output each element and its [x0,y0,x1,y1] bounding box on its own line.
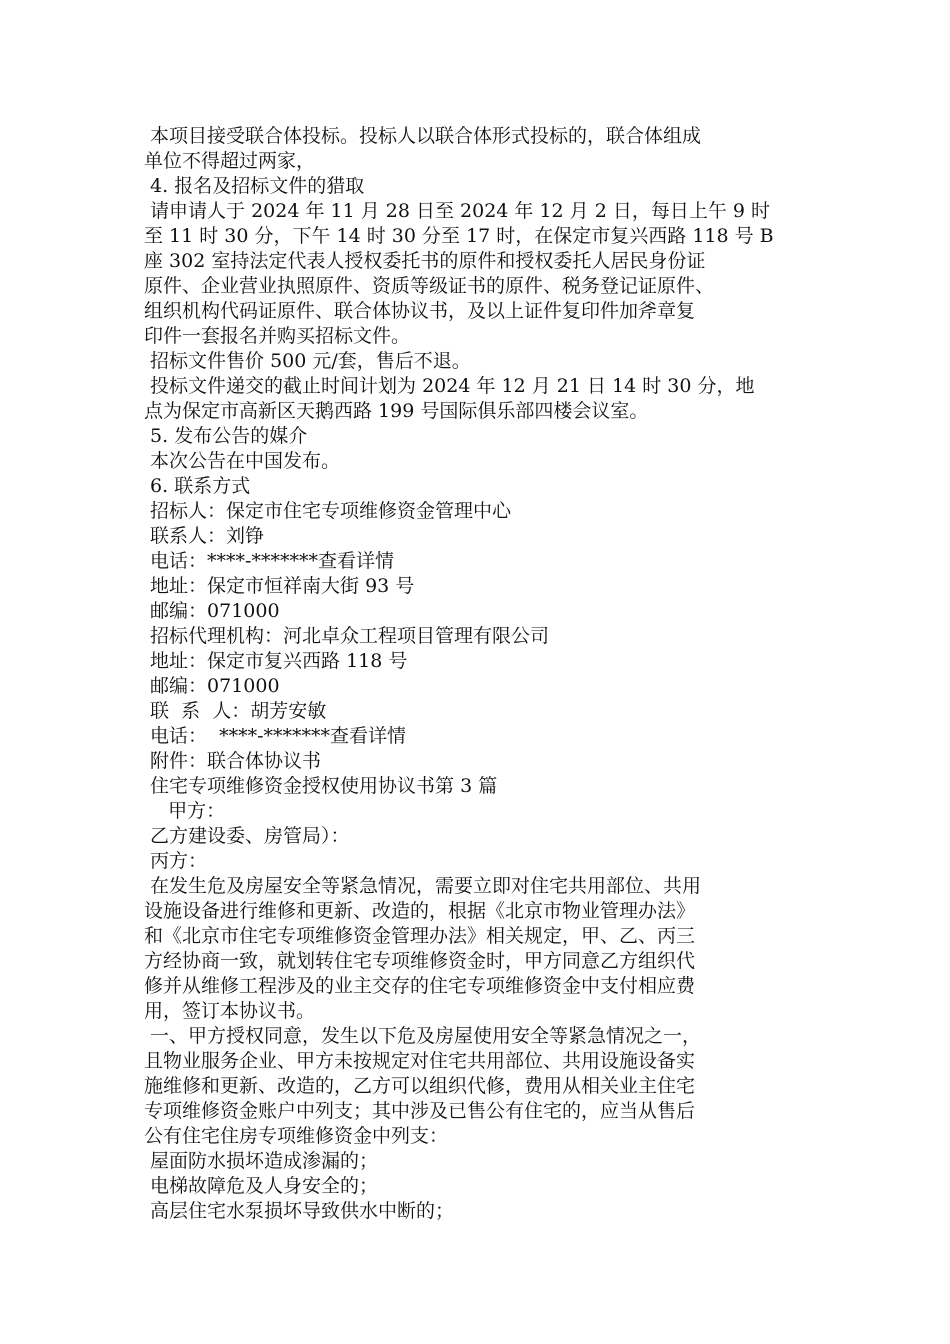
section-heading: 4. 报名及招标文件的猎取 [144,175,365,197]
party-line: 丙方： [144,850,208,872]
contact-line: 联系人：刘铮 [144,525,265,547]
text-line: 一、甲方授权同意，发生以下危及房屋使用安全等紧急情况之一， [144,1025,702,1047]
text-line: 修并从维修工程涉及的业主交存的住宅专项维修资金中支付相应费 [144,975,696,997]
text-line: 至 11 时 30 分，下午 14 时 30 分至 17 时，在保定市复兴西路 118 号 B [144,225,774,247]
contact-line: 地址：保定市恒祥南大街 93 号 [144,575,415,597]
text-line: 单位不得超过两家， [144,150,316,172]
party-line: 乙方建设委、房管局）： [144,825,350,847]
text-line: 原件、企业营业执照原件、资质等级证书的原件、税务登记证原件、 [144,275,715,297]
text-line: 招标文件售价 500 元/套，售后不退。 [144,350,471,372]
text-line: 本项目接受联合体投标。投标人以联合体形式投标的，联合体组成 [144,125,702,147]
contact-line: 电话： ****-*******查看详情 [144,725,407,747]
text-line: 和《北京市住宅专项维修资金管理办法》相关规定，甲、乙、丙三 [144,925,696,947]
text-line: 点为保定市高新区天鹅西路 199 号国际俱乐部四楼会议室。 [144,400,649,422]
text-line: 座 302 室持法定代表人授权委托书的原件和授权委托人居民身份证 [144,250,706,272]
document-page [144,124,814,1224]
text-line: 组织机构代码证原件、联合体协议书，及以上证件复印件加斧章复 [144,300,696,322]
text-line: 投标文件递交的截止时间计划为 2024 年 12 月 21 日 14 时 30 分，地 [144,375,755,397]
text-line: 请申请人于 2024 年 11 月 28 日至 2024 年 12 月 2 日，每日上午 9 时 [144,200,771,222]
contact-line: 招标人：保定市住宅专项维修资金管理中心 [144,500,512,522]
document-title: 住宅专项维修资金授权使用协议书第 3 篇 [144,775,498,797]
contact-line: 邮编：071000 [144,600,280,622]
text-line: 在发生危及房屋安全等紧急情况，需要立即对住宅共用部位、共用 [144,875,702,897]
list-item: 电梯故障危及人身安全的； [144,1175,379,1197]
text-line: 专项维修资金账户中列支；其中涉及已售公有住宅的，应当从售后 [144,1100,696,1122]
list-item: 高层住宅水泵损坏导致供水中断的； [144,1200,455,1222]
party-line: 甲方： [144,800,226,822]
text-line: 施维修和更新、改造的，乙方可以组织代修，费用从相关业主住宅 [144,1075,696,1097]
attachment-line: 附件：联合体协议书 [144,750,322,772]
contact-line: 地址：保定市复兴西路 118 号 [144,650,408,672]
contact-line: 电话：****-*******查看详情 [144,550,394,572]
section-heading: 5. 发布公告的媒介 [144,425,308,447]
text-line: 设施设备进行维修和更新、改造的，根据《北京市物业管理办法》 [144,900,696,922]
section-heading: 6. 联系方式 [144,475,251,497]
text-line: 本次公告在中国发布。 [144,450,341,472]
text-line: 方经协商一致，就划转住宅专项维修资金时，甲方同意乙方组织代 [144,950,696,972]
text-line: 公有住宅住房专项维修资金中列支： [144,1125,449,1147]
contact-line: 联 系 人：胡芳安敏 [144,700,327,722]
text-line: 且物业服务企业、甲方未按规定对住宅共用部位、共用设施设备实 [144,1050,696,1072]
contact-line: 招标代理机构：河北卓众工程项目管理有限公司 [144,625,550,647]
contact-line: 邮编：071000 [144,675,280,697]
text-line: 用，签订本协议书。 [144,1000,316,1022]
list-item: 屋面防水损坏造成渗漏的； [144,1150,379,1172]
text-line: 印件一套报名并购买招标文件。 [144,325,411,347]
